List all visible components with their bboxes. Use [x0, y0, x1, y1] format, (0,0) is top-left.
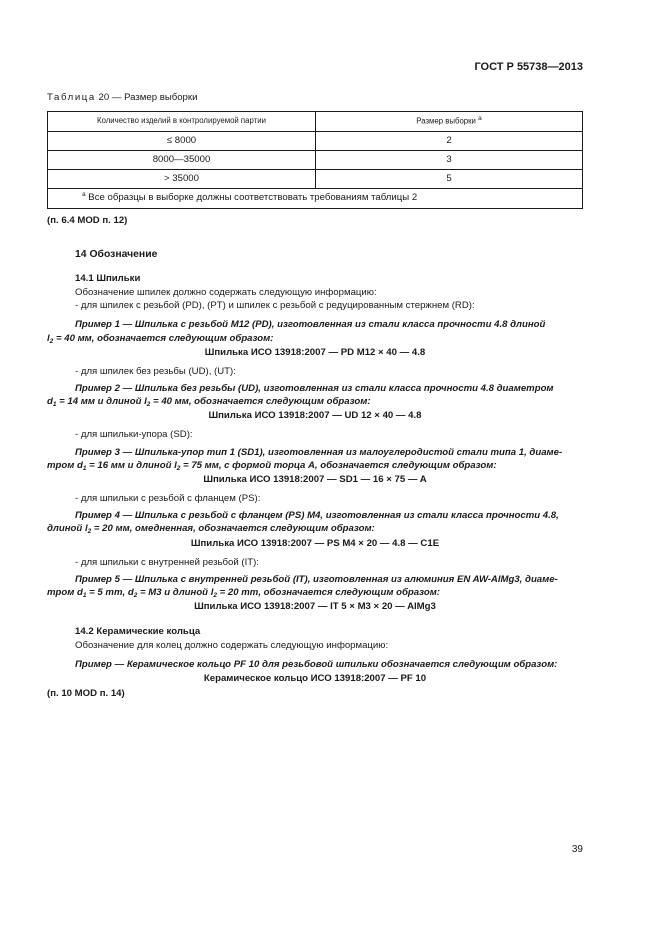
subsection-14-2-heading: 14.2 Керамические кольца	[75, 626, 201, 637]
cell-lot: 8000—35000	[48, 151, 316, 170]
example-3-line2: тром $d_1 = 16$ мм и длиной $l_2 = 75$ мм, с формой торца A, обозначается следующим образом:	[47, 460, 497, 472]
example-3-line1: Пример 3 — Шпилька-упор тип 1 (SD1), изготовленная из малоуглеродистой стали типа 1, диаме-	[75, 447, 563, 458]
col-header-size: Размер выборки $^a$	[316, 112, 583, 132]
table-caption	[47, 92, 197, 105]
paragraph: Обозначение для колец должно содержать следующую информацию:	[75, 640, 389, 651]
example-5-line2: тром $d_1 = 5$ mm, $d_2 = M3$ и длиной $l_2 = 20$ mm, обозначается следующим образом:	[47, 587, 441, 599]
list-item: - для шпильки с внутренней резьбой (IT):	[75, 557, 259, 568]
designation-2: Шпилька ИСО 13918:2007 — UD 12 × 40 — 4.8	[208, 410, 422, 421]
table-row	[48, 132, 583, 151]
example-2-line1: Пример 2 — Шпилька без резьбы (UD), изготовленная из стали класса прочности 4.8 диаметром	[75, 383, 554, 394]
col-header-lot: Количество изделий в контролируемой партии	[48, 112, 316, 132]
list-item: - для шпильки-упора (SD):	[75, 429, 193, 440]
page-number: 39	[571, 844, 583, 855]
designation-4: Шпилька ИСО 13918:2007 — PS M4 × 20 — 4.8 — C1E	[190, 538, 440, 549]
paragraph: Обозначение шпилек должно содержать следующую информацию:	[75, 287, 377, 298]
example-4-line1: Пример 4 — Шпилька с резьбой с фланцем (PS) M4, изготовленная из стали класса прочности 4.8,	[75, 510, 559, 521]
cell-lot: ≤ 8000	[48, 132, 316, 151]
table-footnote: $^a$ Все образцы в выборке должны соответствовать требованиям таблицы 2	[48, 189, 583, 209]
example-2-line2: $d_1 = 14$ мм и длиной $l_2 = 40$ мм, обозначается следующим образом:	[47, 396, 371, 408]
example-ring: Пример — Керамическое кольцо PF 10 для резьбовой шпильки обозначается следующим образом:	[75, 659, 558, 670]
example-4-line2: длиной $l_2 = 20$ мм, омедненная, обозначается следующим образом:	[47, 523, 375, 535]
example-1-line2: $l_2 = 40$ мм, обозначается следующим образом:	[47, 333, 274, 345]
table-caption-title: 20 — Размер выборки	[95, 92, 198, 103]
table-row	[48, 170, 583, 189]
list-item: - для шпильки с резьбой с фланцем (PS):	[75, 493, 261, 504]
cell-size: 5	[316, 170, 583, 189]
reference-clause-1: (п. 6.4 MOD п. 12)	[47, 215, 128, 226]
cell-size: 3	[316, 151, 583, 170]
reference-clause-2: (п. 10 MOD п. 14)	[47, 688, 125, 699]
cell-lot: > 35000	[48, 170, 316, 189]
table-footnote-row	[48, 189, 583, 209]
subsection-14-1-heading: 14.1 Шпильки	[75, 273, 141, 284]
standard-header: ГОСТ Р 55738—2013	[474, 61, 583, 73]
example-1-line1: Пример 1 — Шпилька с резьбой M12 (PD), изготовленная из стали класса прочности 4.8 длиной	[75, 319, 546, 330]
footnote-mark: a	[478, 115, 482, 123]
designation-3: Шпилька ИСО 13918:2007 — SD1 — 16 × 75 — A	[203, 474, 427, 485]
list-item: - для шпилек с резьбой (PD), (PT) и шпилек с резьбой с редуцированным стержнем (RD):	[75, 300, 475, 311]
designation-1: Шпилька ИСО 13918:2007 — PD M12 × 40 — 4.8	[204, 347, 426, 358]
designation-ring: Керамическое кольцо ИСО 13918:2007 — PF 10	[203, 673, 427, 684]
designation-5: Шпилька ИСО 13918:2007 — IT 5 × M3 × 20 — AlMg3	[194, 601, 436, 612]
table-row	[48, 151, 583, 170]
list-item: - для шпилек без резьбы (UD), (UT):	[75, 366, 236, 377]
section-14-heading: 14 Обозначение	[75, 249, 158, 260]
example-5-line1: Пример 5 — Шпилька с внутренней резьбой (IT), изготовленная из алюминия EN AW-AlMg3, диаме-	[75, 574, 558, 585]
table-caption-label: Таблица	[47, 92, 96, 103]
table-header-row	[48, 112, 583, 132]
sample-size-table	[47, 111, 583, 209]
cell-size: 2	[316, 132, 583, 151]
